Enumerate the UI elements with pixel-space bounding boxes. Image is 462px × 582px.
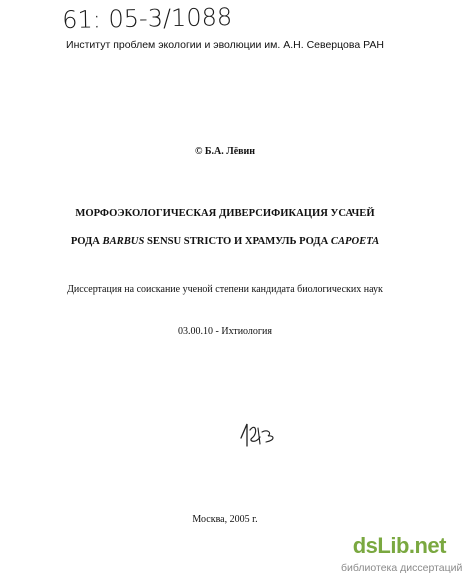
specialty-code: 03.00.10 - Ихтиология xyxy=(178,326,272,337)
handwritten-signature-icon xyxy=(238,420,278,450)
watermark xyxy=(341,531,462,579)
degree-statement: Диссертация на соискание ученой степени кандидата биологических наук xyxy=(67,284,383,295)
watermark-subtitle: библиотека диссертаций xyxy=(341,562,462,574)
genus-name: CAPOETA xyxy=(330,236,380,247)
dissertation-title-line-1: МОРФОЭКОЛОГИЧЕСКАЯ ДИВЕРСИФИКАЦИЯ УСАЧЕЙ xyxy=(75,208,375,219)
dissertation-title-line-2 xyxy=(0,236,450,247)
title-text: РОДА xyxy=(70,236,103,247)
title-text: SENSU STRICTO И ХРАМУЛЬ РОДА xyxy=(144,236,331,247)
place-and-date: Москва, 2005 г. xyxy=(192,514,258,525)
archive-code: 61: 05-3/1088 xyxy=(62,3,233,34)
genus-name: BARBUS xyxy=(102,236,145,247)
author: © Б.А. Лёвин xyxy=(194,146,256,157)
watermark-logo: dsLib.net xyxy=(352,533,446,558)
institute-name: Институт проблем экологии и эволюции им. А.Н. Северцова РАН xyxy=(66,39,384,51)
